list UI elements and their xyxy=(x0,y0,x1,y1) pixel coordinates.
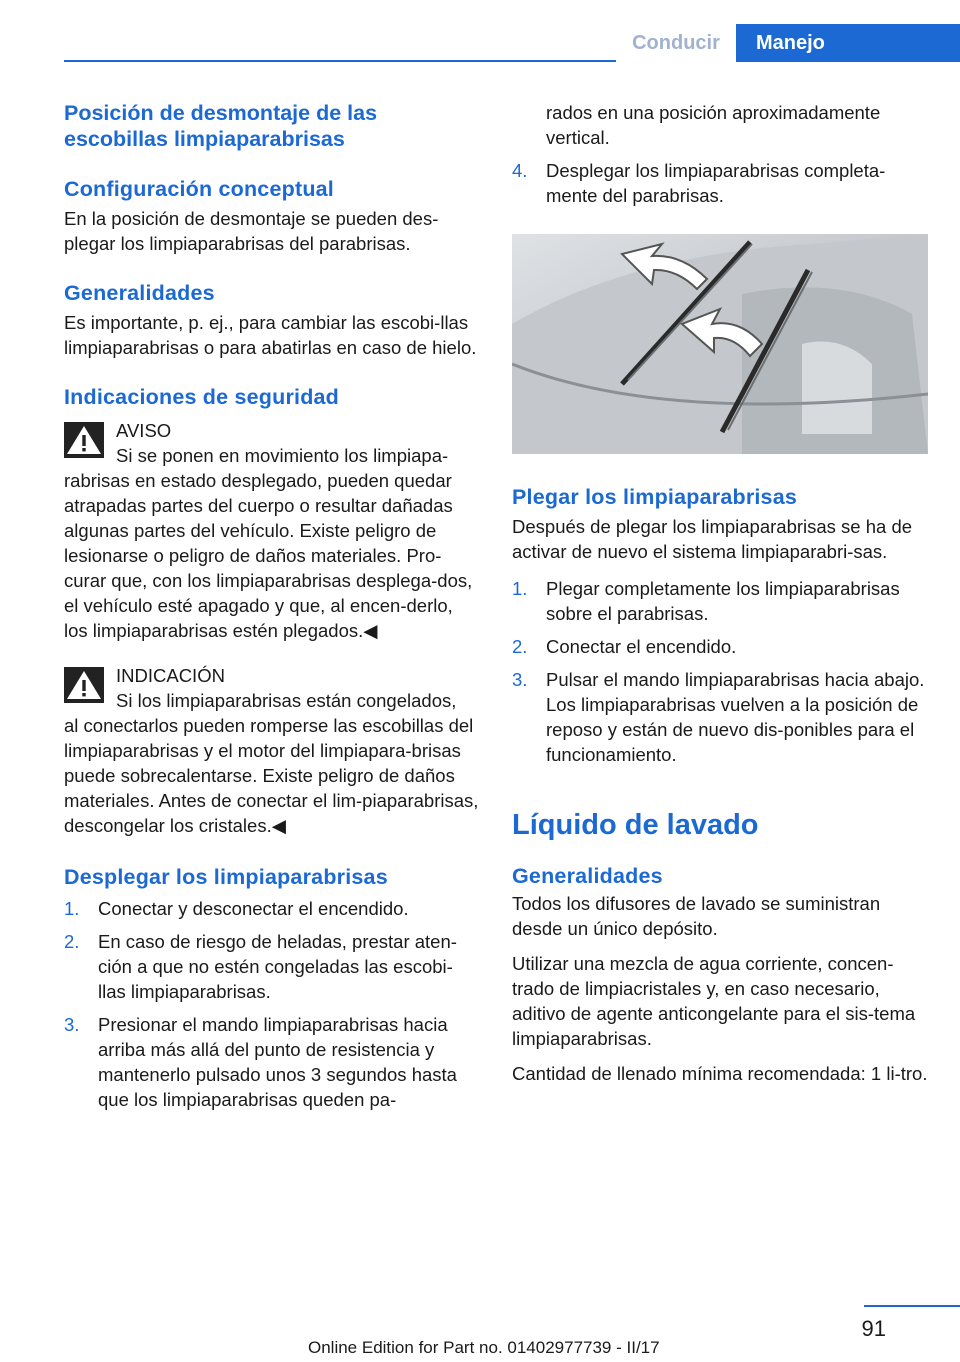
footer-edition: Online Edition for Part no. 01402977739 - II/17 xyxy=(308,1338,660,1357)
washer-text-2: Utilizar una mezcla de agua corriente, concen-trado de limpiacristales y, en caso necesario, aditivo de agente anticongelante para el sis-tema limpiaparabrisas. xyxy=(512,953,916,1049)
washer-general-heading: Generalidades xyxy=(512,864,663,888)
safety-heading: Indicaciones de seguridad xyxy=(64,385,340,409)
list-item: 3. Pulsar el mando limpiaparabrisas hacia abajo. Los limpiaparabrisas vuelven a la posición de reposo y están de nuevo dis-ponibles para el funcionamiento. xyxy=(512,669,925,765)
right-column xyxy=(512,100,928,1086)
left-column xyxy=(64,100,480,1112)
section-title: Posición de desmontaje de las escobillas limpiaparabrisas xyxy=(64,101,378,151)
tab-conducir[interactable]: Conducir xyxy=(616,24,736,62)
washer-text-1: Todos los difusores de lavado se suministran desde un único depósito. xyxy=(512,893,881,939)
warning-text: rabrisas en estado desplegado, pueden quedar atrapadas partes del cuerpo o resultar dañadas algunas partes del vehículo. Existe peligro de lesionarse o peligro de daños materiales. Pro-curar que, con los limpiaparabrisas desplega-dos, el vehículo esté apagado y que, al encen-derlo, los limpiaparabrisas estén plegados.◀ xyxy=(64,470,473,641)
concept-heading: Configuración conceptual xyxy=(64,177,334,201)
list-item: 2. En caso de riesgo de heladas, prestar aten-ción a que no estén congeladas las escobi-llas limpiaparabrisas. xyxy=(64,931,457,1002)
warning-text: al conectarlos pueden romperse las escobillas del limpiaparabrisas y el motor del limpiapara-brisas puede sobrecalentarse. Existe peligro de daños materiales. Antes de conectar el lim-piaparabrisas, descongelar los cristales.◀ xyxy=(64,715,479,836)
footer-rule xyxy=(864,1305,960,1307)
list-item: 3. Presionar el mando limpiaparabrisas hacia arriba más allá del punto de resistencia y mantenerlo pulsado unos 3 segundos hasta que los limpiaparabrisas queden pa- xyxy=(64,1014,457,1110)
page-number: 91 xyxy=(861,1316,886,1341)
unfold-heading: Desplegar los limpiaparabrisas xyxy=(64,865,388,889)
list-item: 4. Desplegar los limpiaparabrisas completa-mente del parabrisas. xyxy=(512,160,886,206)
warning-label: AVISO xyxy=(116,420,172,441)
general-heading: Generalidades xyxy=(64,281,215,305)
warning-label: INDICACIÓN xyxy=(116,665,225,686)
continued-text: rados en una posición aproximadamente vertical. xyxy=(546,102,881,148)
list-item: 2. Conectar el encendido. xyxy=(512,636,737,657)
wiper-illustration xyxy=(512,234,928,454)
warning-aviso xyxy=(64,418,480,643)
general-text: Es importante, p. ej., para cambiar las escobi-llas limpiaparabrisas o para abatirlas en caso de hielo. xyxy=(64,312,477,358)
concept-text: En la posición de desmontaje se pueden des-plegar los limpiaparabrisas del parabrisas. xyxy=(64,208,439,254)
washer-heading: Líquido de lavado xyxy=(512,809,759,841)
warning-indicacion xyxy=(64,663,480,838)
tab-manejo[interactable]: Manejo xyxy=(736,24,960,62)
fold-steps xyxy=(512,576,928,767)
list-item: 1. Conectar y desconectar el encendido. xyxy=(64,898,409,919)
warning-first-line: Si se ponen en movimiento los limpiapa- xyxy=(116,445,449,466)
fold-heading: Plegar los limpiaparabrisas xyxy=(512,485,798,509)
fold-text: Después de plegar los limpiaparabrisas se ha de activar de nuevo el sistema limpiaparabri-sas. xyxy=(512,516,913,562)
warning-triangle-icon xyxy=(64,667,104,703)
unfold-step-4 xyxy=(512,158,928,208)
washer-text-3: Cantidad de llenado mínima recomendada: 1 li-tro. xyxy=(512,1063,928,1084)
warning-first-line: Si los limpiaparabrisas están congelados, xyxy=(116,690,457,711)
warning-triangle-icon xyxy=(64,422,104,458)
unfold-steps xyxy=(64,896,480,1112)
list-item: 1. Plegar completamente los limpiaparabrisas sobre el parabrisas. xyxy=(512,578,900,624)
